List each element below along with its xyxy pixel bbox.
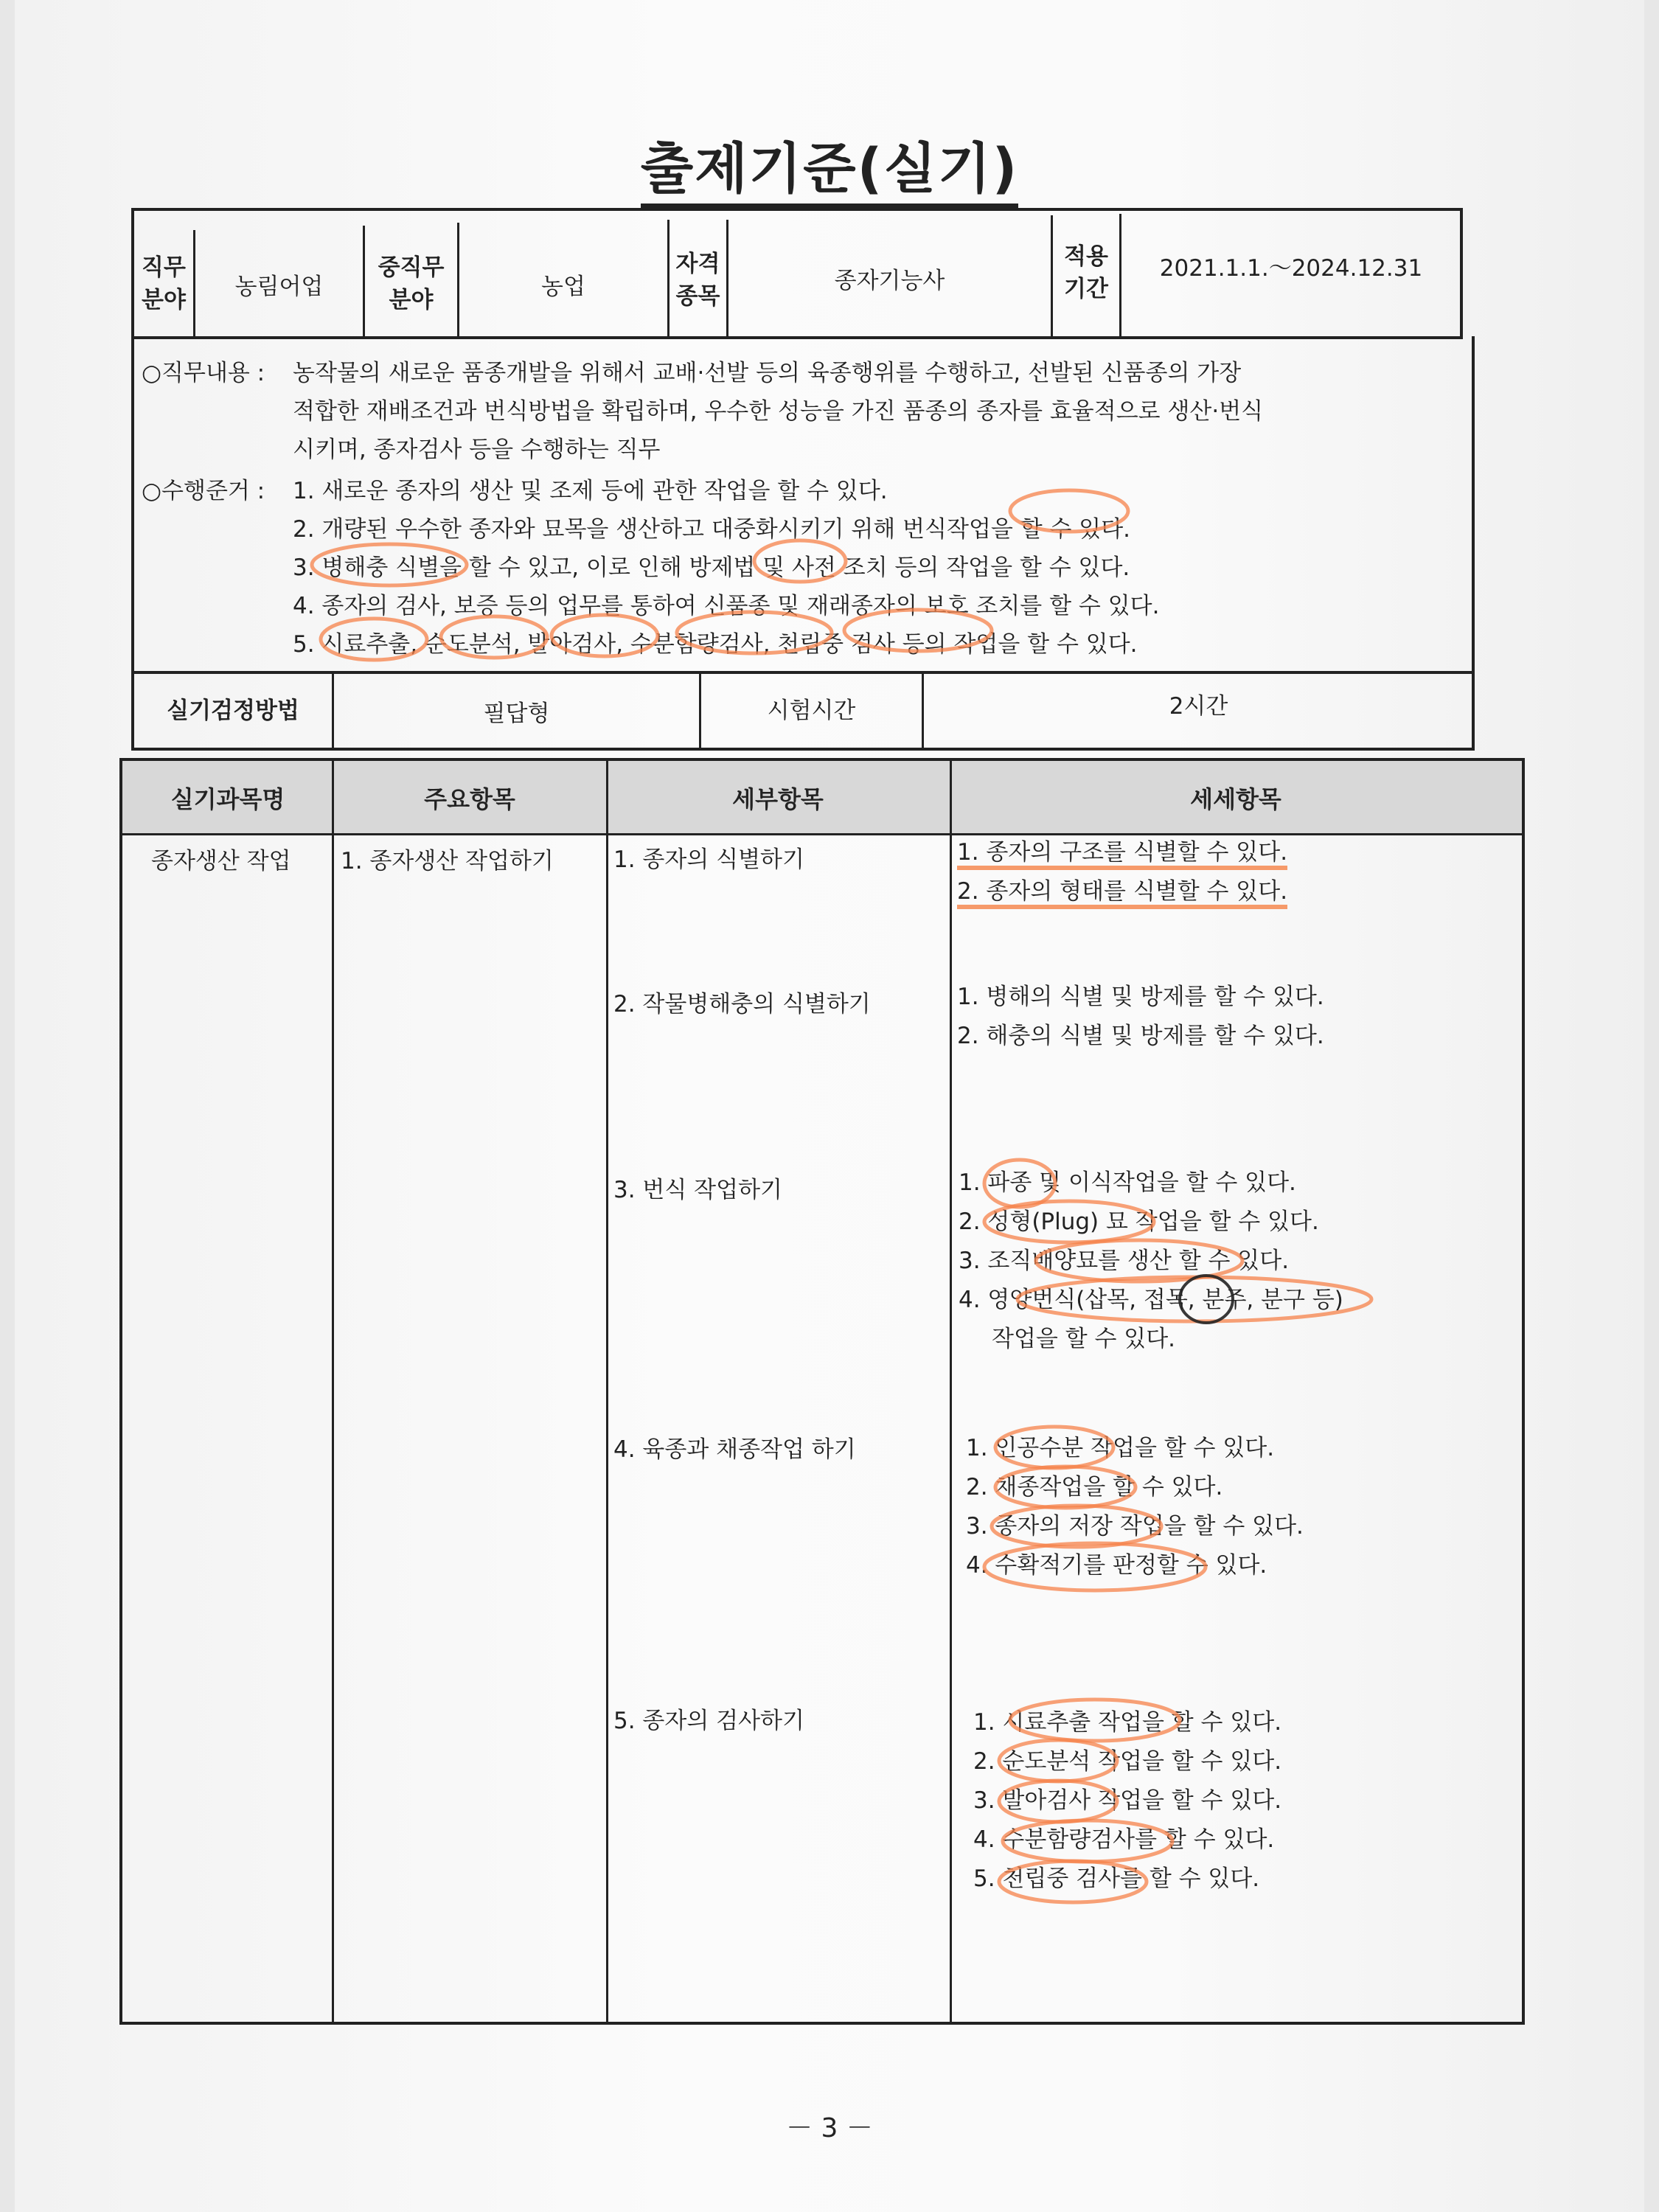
detail-item: 4. 영양번식(삽목, 접목, 분주, 분구 등): [959, 1287, 1343, 1313]
info-label-qualification: 자격 종목: [675, 251, 720, 310]
duty-label: ○직무내용 :: [142, 360, 265, 386]
performance-line: 5. 시료추출, 순도분석, 발아검사, 수분함량검사, 천립중 검사 등의 작업을 할 수 있다.: [293, 631, 1138, 658]
sub-item: 3. 번식 작업하기: [613, 1177, 782, 1203]
detail-item: 3. 조직배양묘를 생산 할 수 있다.: [959, 1248, 1290, 1274]
detail-list: [957, 978, 1324, 1056]
info-value-subfield: 농업: [541, 273, 585, 300]
info-value-period: 2021.1.1.～2024.12.31: [1159, 254, 1423, 282]
table-header-subject: 실기과목명: [122, 761, 333, 835]
detail-item: 1. 파종 및 이식작업을 할 수 있다.: [959, 1169, 1296, 1196]
detail-item: 5. 천립중 검사를 할 수 있다.: [973, 1865, 1260, 1892]
main-item-cell: 1. 종자생산 작업하기: [341, 848, 554, 874]
info-value-field: 농림어업: [234, 273, 324, 300]
info-label-subfield: 중직무 분야: [378, 254, 445, 313]
detail-item: 2. 성형(Plug) 묘 작업을 할 수 있다.: [959, 1208, 1319, 1235]
duty-section: [142, 354, 1465, 469]
method-label: 실기검정방법: [167, 698, 299, 724]
info-value-qualification: 종자기능사: [834, 267, 945, 294]
detail-item: 1. 인공수분 작업을 할 수 있다.: [966, 1435, 1275, 1461]
detail-list: [966, 1429, 1304, 1585]
detail-item: 3. 발아검사 작업을 할 수 있다.: [973, 1787, 1282, 1814]
performance-line: 3. 병해충 식별을 할 수 있고, 이로 인해 방제법 및 사전 조치 등의 작업을 할 수 있다.: [293, 554, 1130, 581]
info-label-period: 적용 기간: [1064, 243, 1108, 302]
performance-line: 4. 종자의 검사, 보증 등의 업무를 통하여 신품종 및 재래종자의 보호 조치를 할 수 있다.: [293, 593, 1160, 619]
duty-line: 시키며, 종자검사 등을 수행하는 직무: [293, 437, 661, 463]
sub-item: 4. 육종과 채종작업 하기: [613, 1436, 856, 1463]
detail-item: 2. 종자의 형태를 식별할 수 있다.: [957, 872, 1287, 911]
duty-line: 적합한 재배조건과 번식방법을 확립하며, 우수한 성능을 가진 품종의 종자를 효율적으로 생산·번식: [293, 398, 1264, 425]
subject-cell: 종자생산 작업: [151, 848, 291, 874]
detail-item: 4. 수확적기를 판정할 수 있다.: [966, 1552, 1267, 1579]
page-number: － 3 －: [786, 2113, 873, 2143]
detail-list: [973, 1703, 1281, 1899]
criteria-table: [119, 758, 1525, 2025]
detail-item: 1. 병해의 식별 및 방제를 할 수 있다.: [957, 984, 1324, 1010]
detail-list: [957, 833, 1287, 911]
detail-item: 1. 시료추출 작업을 할 수 있다.: [973, 1709, 1282, 1736]
sub-item: 5. 종자의 검사하기: [613, 1708, 804, 1734]
sub-item: 1. 종자의 식별하기: [613, 846, 804, 873]
method-value: 필답형: [483, 700, 550, 727]
performance-line: 1. 새로운 종자의 생산 및 조제 등에 관한 작업을 할 수 있다.: [293, 478, 888, 504]
exam-time-label: 시험시간: [767, 697, 856, 724]
detail-item: 4. 수분함량검사를 할 수 있다.: [973, 1826, 1275, 1853]
exam-time-value: 2시간: [1169, 692, 1228, 720]
info-label-field: 직무 분야: [142, 254, 186, 313]
detail-item: 작업을 할 수 있다.: [992, 1326, 1176, 1352]
performance-line: 2. 개량된 우수한 종자와 묘목을 생산하고 대중화시키기 위해 번식작업을 할 수 있다.: [293, 516, 1131, 543]
detail-item: 2. 순도분석 작업을 할 수 있다.: [973, 1748, 1282, 1775]
detail-item: 3. 종자의 저장 작업을 할 수 있다.: [966, 1513, 1304, 1540]
page-title: 출제기준(실기): [0, 125, 1659, 204]
table-header-main-item: 주요항목: [333, 761, 606, 835]
performance-label: ○수행준거 :: [142, 478, 265, 504]
sub-item: 2. 작물병해충의 식별하기: [613, 991, 871, 1018]
table-header-sub-item: 세부항목: [606, 761, 950, 835]
table-header-detail-item: 세세항목: [950, 761, 1522, 835]
detail-list: [959, 1164, 1343, 1359]
performance-section: [142, 472, 1465, 664]
duty-line: 농작물의 새로운 품종개발을 위해서 교배·선발 등의 육종행위를 수행하고, 선발된 신품종의 가장: [293, 360, 1242, 386]
detail-item: 2. 해충의 식별 및 방제를 할 수 있다.: [957, 1023, 1324, 1049]
detail-item: 1. 종자의 구조를 식별할 수 있다.: [957, 833, 1287, 872]
detail-item: 2. 채종작업을 할 수 있다.: [966, 1474, 1223, 1500]
